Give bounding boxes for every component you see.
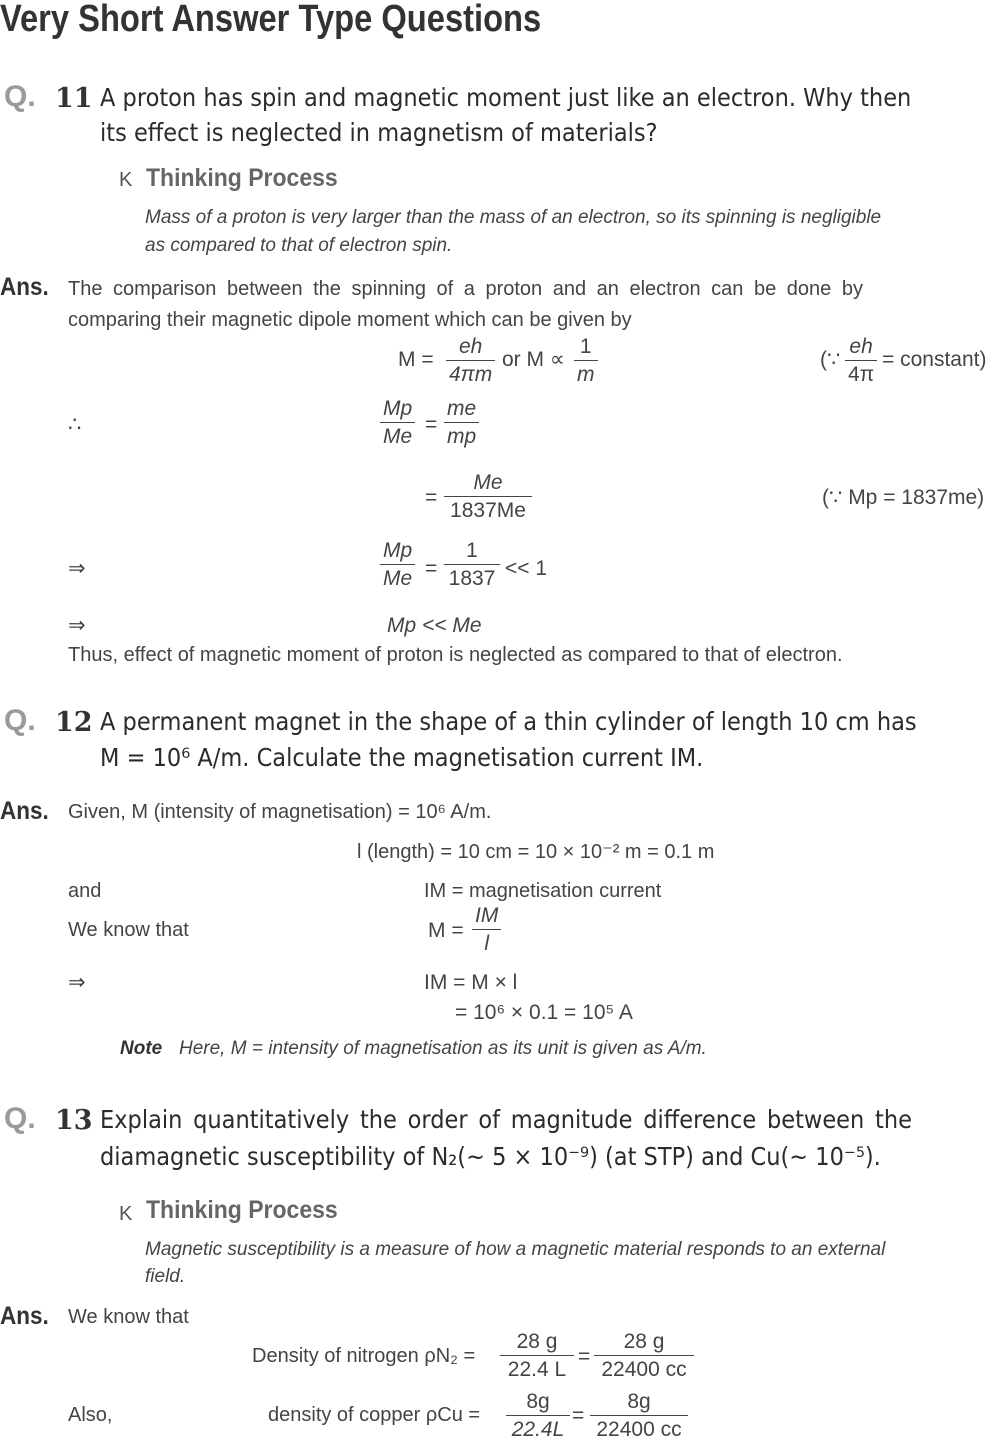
equation-part: 28 g	[516, 1330, 558, 1353]
fraction	[444, 472, 532, 521]
equation-part: 22.4 L	[500, 1355, 574, 1380]
equation-part: mp	[444, 422, 479, 447]
answer-label: Ans.	[0, 273, 49, 301]
equation-part: Mp	[383, 539, 413, 562]
answer-label: Ans.	[0, 1302, 49, 1330]
thinking-icon: K	[119, 169, 133, 191]
equation-text: Mp << Me	[387, 614, 482, 637]
equation-part: 1	[466, 539, 478, 562]
thinking-text: Magnetic susceptibility is a measure of how a magnetic material responds to an external	[145, 1239, 886, 1260]
equation-text: = 10⁶ × 0.1 = 10⁵ A	[455, 1001, 633, 1024]
equation-text: (∵ Mp = 1837me)	[822, 486, 985, 509]
question-text: its effect is neglected in magnetism of materials?	[100, 118, 658, 147]
equation-part: 22400 cc	[590, 1415, 688, 1440]
fraction	[380, 540, 415, 589]
equation-part: eh	[849, 335, 873, 358]
question-icon: Q.	[4, 1102, 36, 1135]
question-icon: Q.	[4, 80, 36, 113]
equation-text: or M ∝	[502, 348, 565, 371]
equation-text: =	[425, 557, 438, 580]
fraction	[380, 398, 415, 447]
equation-text: = constant)	[882, 348, 987, 371]
equation-part: 22400 cc	[594, 1355, 694, 1380]
equation-text: IM = M × l	[424, 971, 518, 994]
answer-text: density of copper ρCu =	[268, 1404, 481, 1426]
fraction	[472, 905, 501, 954]
equation-part: 4π	[845, 360, 877, 385]
therefore-symbol: ∴	[68, 413, 82, 436]
equation-text: (∵	[820, 348, 841, 371]
answer-text: l (length) = 10 cm = 10 × 10⁻² m = 0.1 m	[357, 841, 715, 863]
equation-part: IM	[475, 904, 499, 927]
answer-text: comparing their magnetic dipole moment which can be given by	[68, 309, 632, 331]
thinking-text: Mass of a proton is very larger than the mass of an electron, so its spinning is negligible	[145, 207, 882, 228]
question-text: A permanent magnet in the shape of a thin cylinder of length 10 cm has	[100, 707, 917, 736]
implies-symbol: ⇒	[68, 971, 86, 994]
equation-part: 1	[579, 335, 592, 358]
answer-text: Density of nitrogen ρN₂ =	[252, 1345, 476, 1367]
equation-part: 8g	[526, 1390, 550, 1413]
question-icon: Q.	[4, 704, 36, 737]
equation-part: Mp	[383, 397, 413, 420]
answer-label: Ans.	[0, 797, 49, 825]
equation-part: 1837	[444, 564, 500, 589]
answer-text: Given, M (intensity of magnetisation) = 10⁶ A/m.	[68, 801, 492, 823]
equation-part: me	[447, 397, 477, 420]
equation-part: 8g	[627, 1390, 651, 1413]
conclusion-text: Thus, effect of magnetic moment of proton is neglected as compared to that of electron.	[68, 644, 843, 666]
equation-part: 28 g	[623, 1330, 665, 1353]
section-title: Very Short Answer Type Questions	[0, 0, 542, 40]
question-number: 11	[55, 83, 93, 114]
equation-text: M =	[398, 348, 434, 371]
equation-text: M =	[428, 919, 464, 942]
equation-part: m	[574, 360, 598, 385]
equation-part: Me	[380, 422, 415, 447]
implies-symbol: ⇒	[68, 614, 86, 637]
fraction	[506, 1391, 570, 1440]
equation-part: l	[472, 929, 501, 954]
question-text: M = 10⁶ A/m. Calculate the magnetisation current IM.	[100, 743, 704, 772]
answer-text: Also,	[68, 1404, 113, 1426]
thinking-text: as compared to that of electron spin.	[145, 235, 453, 256]
note-text: Here, M = intensity of magnetisation as its unit is given as A/m.	[179, 1038, 707, 1059]
fraction	[446, 336, 495, 385]
note-label: Note	[120, 1038, 163, 1059]
fraction	[594, 1331, 694, 1380]
equation-text: =	[572, 1404, 585, 1427]
fraction	[845, 336, 877, 385]
question-number: 13	[55, 1105, 93, 1136]
equation-part: Me	[473, 471, 503, 494]
equation-part: 22.4L	[506, 1415, 570, 1440]
thinking-heading: Thinking Process	[146, 1196, 338, 1224]
question-text: Explain quantitatively the order of magnitude difference between the	[100, 1105, 912, 1134]
equation-text: << 1	[505, 557, 548, 580]
equation-part: Me	[380, 564, 415, 589]
question-text: A proton has spin and magnetic moment just like an electron. Why then	[100, 83, 912, 112]
answer-text: and	[68, 880, 102, 902]
equation-text: =	[425, 486, 438, 509]
answer-text: IM = magnetisation current	[424, 880, 662, 902]
fraction	[444, 398, 479, 447]
thinking-text: field.	[145, 1266, 186, 1287]
thinking-icon: K	[119, 1203, 133, 1225]
fraction	[500, 1331, 574, 1380]
question-text: diamagnetic susceptibility of N₂(~ 5 × 10⁻⁹) (at STP) and Cu(~ 10⁻⁵).	[100, 1142, 881, 1171]
answer-text: The comparison between the spinning of a proton and an electron can be done by	[68, 278, 863, 300]
fraction	[574, 336, 598, 385]
fraction	[590, 1391, 688, 1440]
equation-part: 1837Me	[444, 496, 532, 521]
equation-text: =	[578, 1345, 591, 1368]
question-number: 12	[55, 707, 93, 738]
answer-text: We know that	[68, 1306, 189, 1328]
implies-symbol: ⇒	[68, 557, 86, 580]
equation-part: 4πm	[446, 360, 495, 385]
equation-part: eh	[458, 335, 483, 358]
equation-text: =	[425, 413, 438, 436]
thinking-heading: Thinking Process	[146, 164, 338, 192]
answer-text: We know that	[68, 919, 189, 941]
fraction	[444, 540, 500, 589]
